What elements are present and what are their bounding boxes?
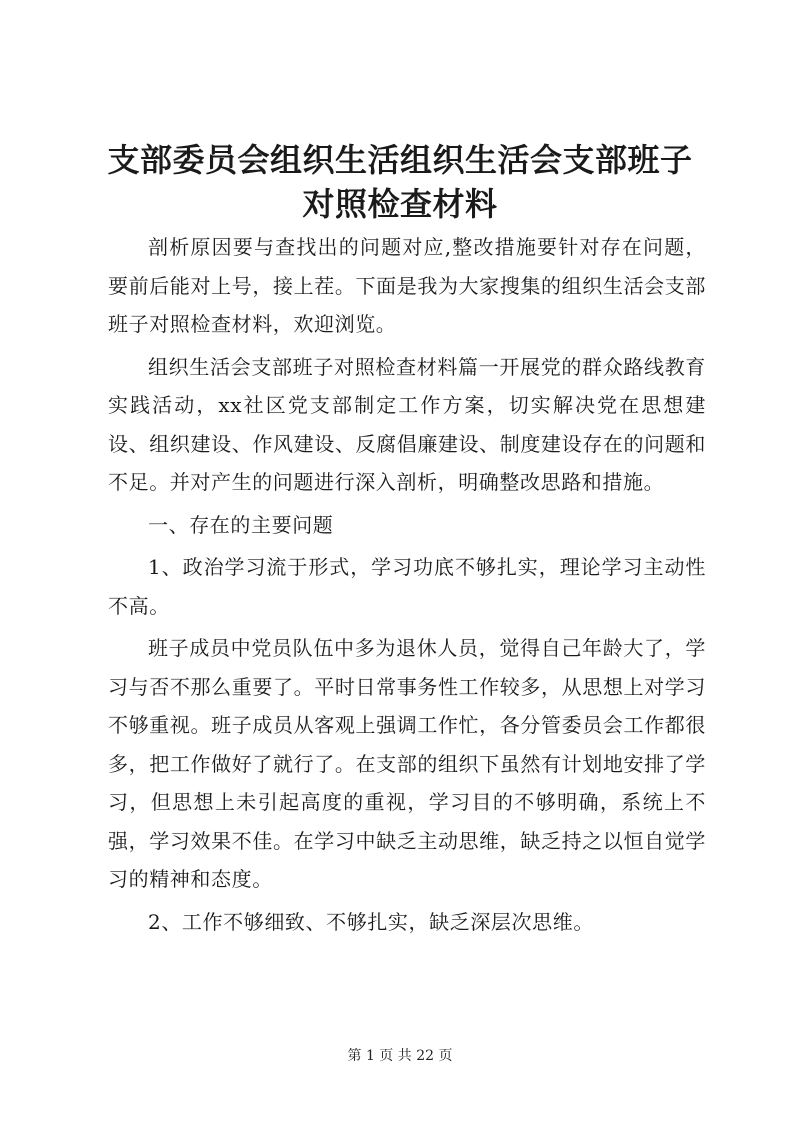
document-body <box>108 228 706 945</box>
paragraph-problem-one: 1、政治学习流于形式，学习功底不够扎实，理论学习主动性不高。 <box>108 555 706 618</box>
paragraph-intro: 剖析原因要与查找出的问题对应,整改措施要针对存在问题，要前后能对上号，接上茬。下面是我为大家搜集的组织生活会支部班子对照检查材料，欢迎浏览。 <box>108 235 706 336</box>
paragraph-problem-two: 2、工作不够细致、不够扎实，缺乏深层次思维。 <box>148 909 594 934</box>
page-number-footer: 第 1 页 共 22 页 <box>347 1048 453 1064</box>
paragraph-article-one: 组织生活会支部班子对照检查材料篇一开展党的群众路线教育实践活动，xx社区党支部制定工作方案，切实解决党在思想建设、组织建设、作风建设、反腐倡廉建设、制度建设存在的问题和不足。并对产生的问题进行深入剖析，明确整改思路和措施。 <box>108 354 706 494</box>
paragraph-problem-one-detail: 班子成员中党员队伍中多为退休人员，觉得自己年龄大了，学习与否不那么重要了。平时日常事务性工作较多，从思想上对学习不够重视。班子成员从客观上强调工作忙，各分管委员会工作都很多，把工作做好了就行了。在支部的组织下虽然有计划地安排了学习，但思想上未引起高度的重视，学习目的不够明确，系统上不强，学习效果不佳。在学习中缺乏主动思维，缺乏持之以恒自觉学习的精神和态度。 <box>108 636 706 891</box>
section-heading-main-problems: 一、存在的主要问题 <box>148 512 334 537</box>
document-title: 支部委员会组织生活组织生活会支部班子对照检查材料 <box>107 141 693 223</box>
